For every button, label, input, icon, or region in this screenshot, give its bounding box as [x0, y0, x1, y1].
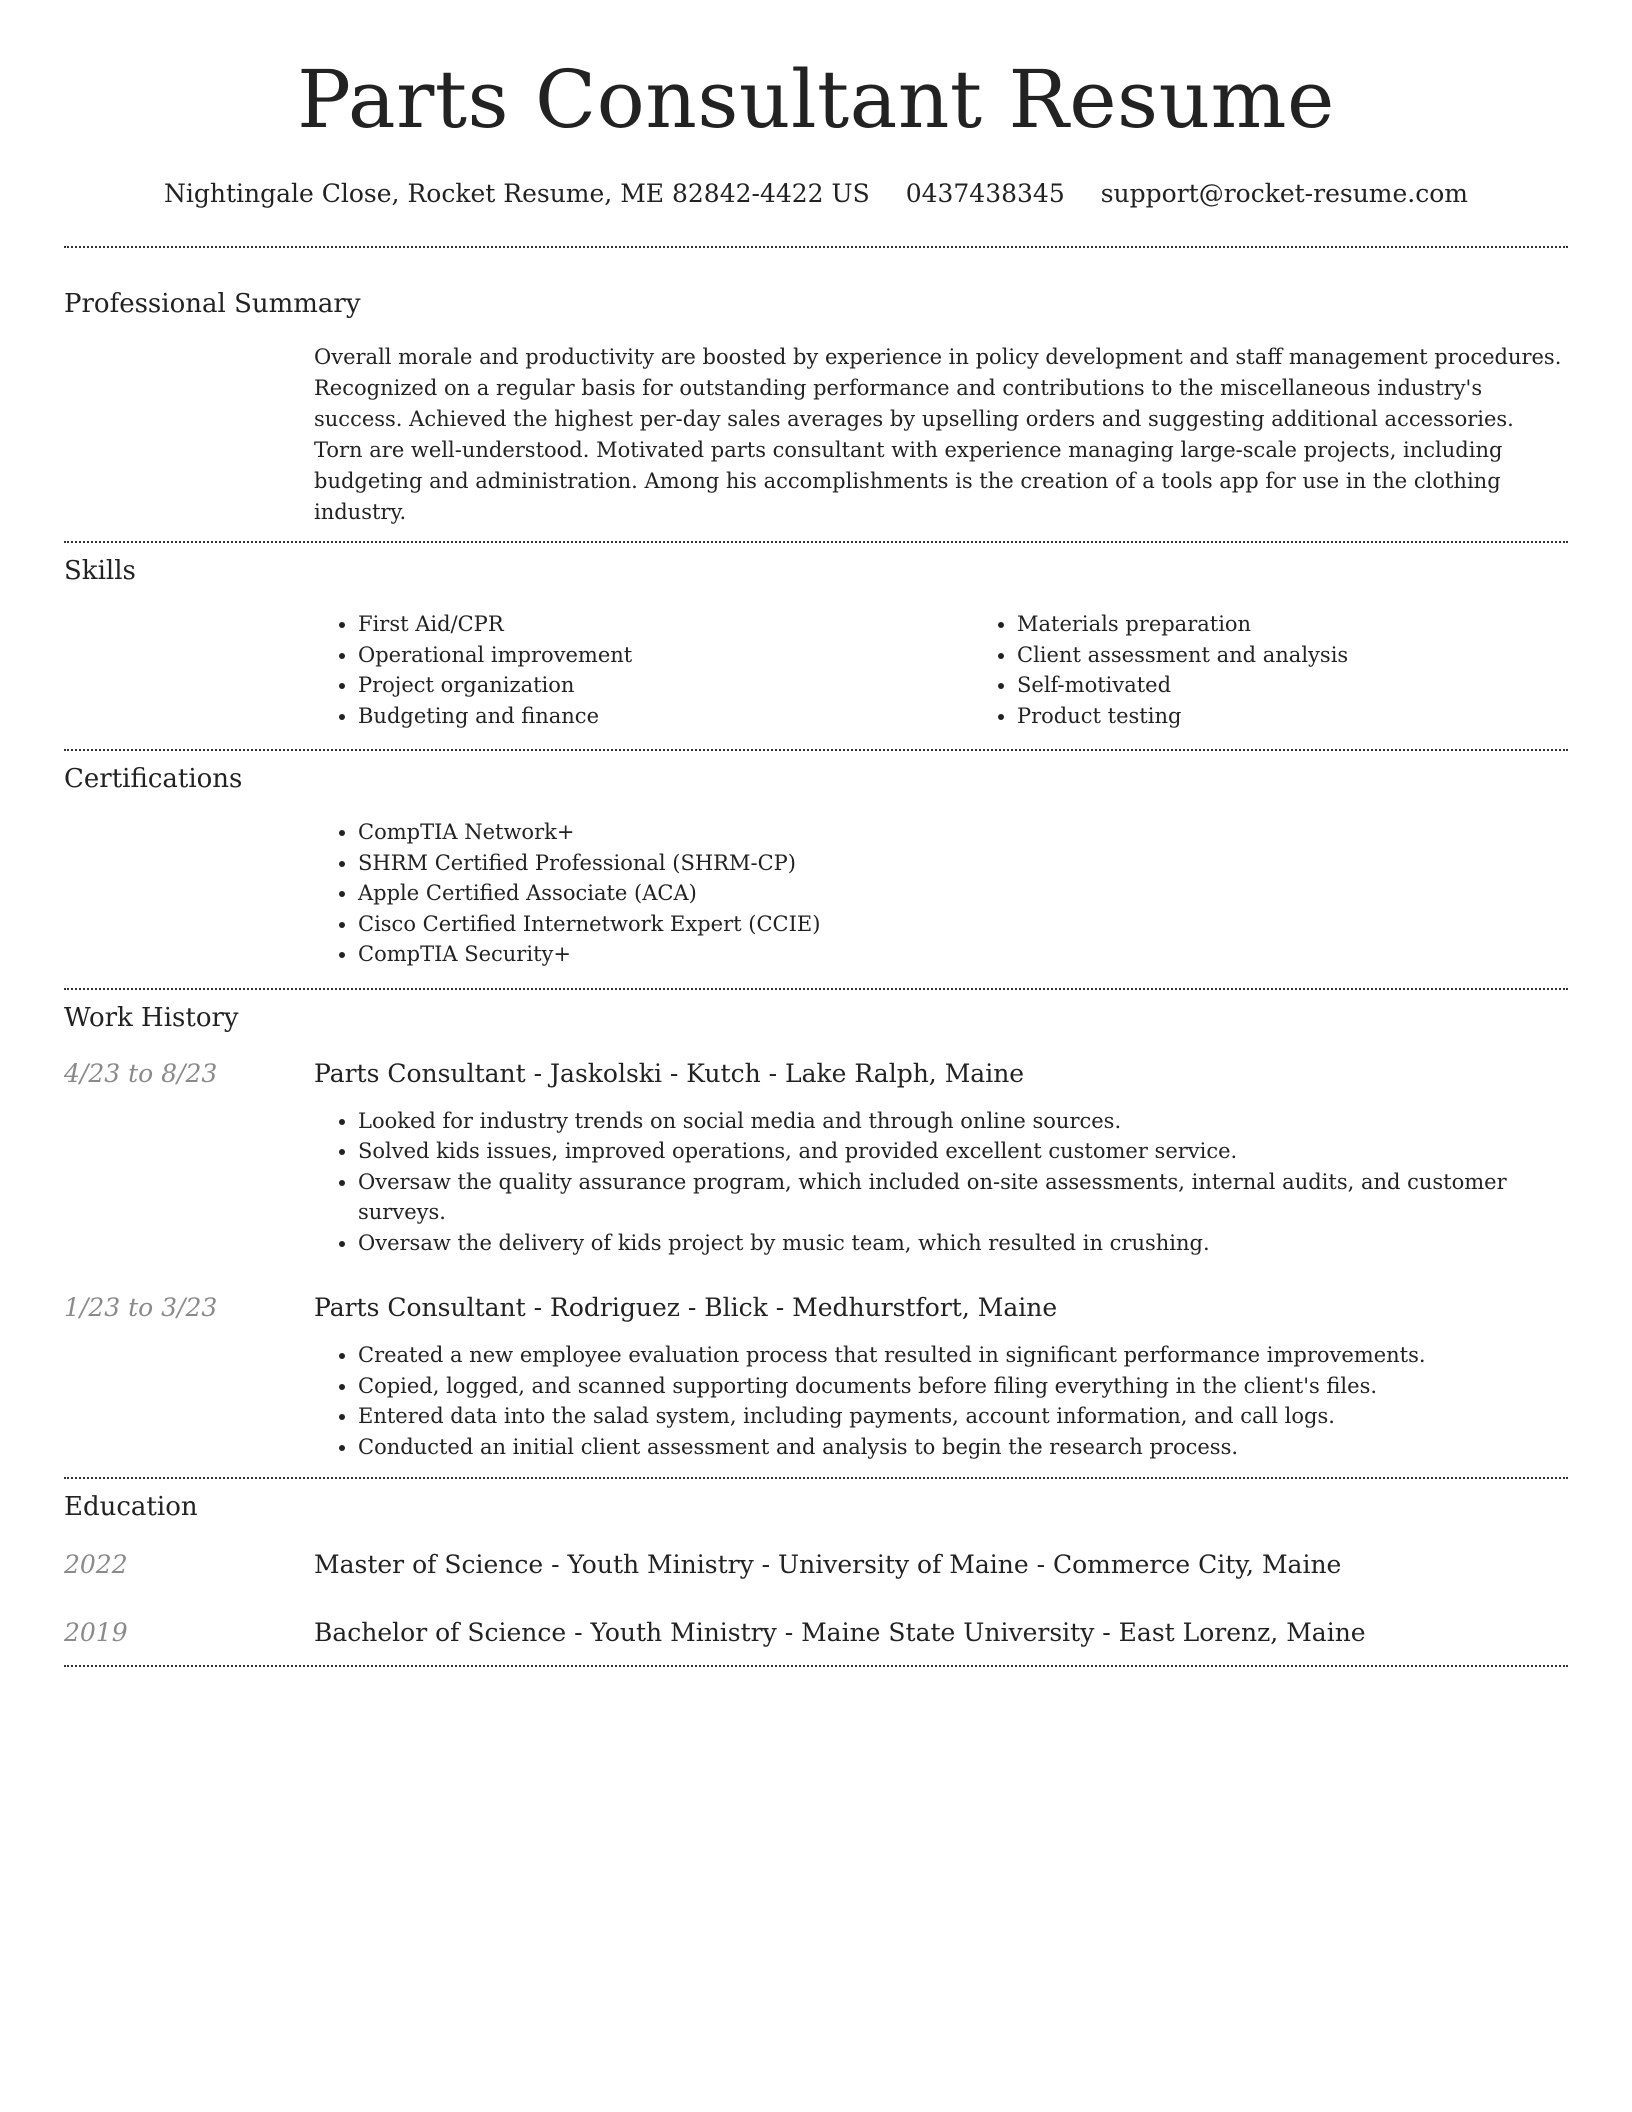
list-item: • Project organization [358, 670, 973, 701]
education-degree: Bachelor of Science - Youth Ministry - Maine State University - East Lorenz, Maine [314, 1618, 1366, 1647]
list-item: • Operational improvement [358, 640, 973, 671]
summary-text: Overall morale and productivity are boosted by experience in policy development and staff management procedures. Recognized on a regular basis for outstanding performance and contributions to the miscellaneous industry's success. Achieved the highest per-day sales averages by upselling orders and suggesting additional accessories. Torn are well-understood. Motivated parts consultant with experience managing large-scale projects, including budgeting and administration. Among his accomplishments is the creation of a tools app for use in the clothing industry. [314, 345, 1562, 524]
education-entry [64, 1549, 1568, 1581]
list-item: • CompTIA Security+ [358, 939, 1568, 970]
contact-email: support@rocket-resume.com [1100, 179, 1469, 208]
contact-phone: 0437438345 [905, 179, 1065, 208]
section-heading-work-history: Work History [64, 1002, 239, 1033]
divider [64, 1665, 1568, 1667]
contact-line [64, 178, 1568, 210]
education-section [64, 1479, 1568, 1665]
list-item: • First Aid/CPR [358, 609, 973, 640]
job-entry [64, 1058, 1568, 1259]
list-item: • Created a new employee evaluation process that resulted in significant performance improvements. [358, 1340, 1568, 1371]
list-item: • Oversaw the delivery of kids project by music team, which resulted in crushing. [358, 1228, 1568, 1259]
list-item: • CompTIA Network+ [358, 817, 1568, 848]
page-title: Parts Consultant Resume [297, 53, 1335, 146]
list-item: • Apple Certified Associate (ACA) [358, 878, 1568, 909]
work-history-section [64, 990, 1568, 1478]
list-item: • Cisco Certified Internetwork Expert (CCIE) [358, 909, 1568, 940]
summary-section [64, 248, 1568, 541]
list-item: • Self-motivated [1017, 670, 1632, 701]
certifications-section [64, 751, 1568, 988]
section-heading-education: Education [64, 1492, 198, 1522]
job-title: Parts Consultant - Jaskolski - Kutch - Lake Ralph, Maine [314, 1058, 1025, 1088]
education-degree: Master of Science - Youth Ministry - University of Maine - Commerce City, Maine [314, 1550, 1342, 1579]
job-dates: 4/23 to 8/23 [64, 1058, 218, 1088]
list-item: • Budgeting and finance [358, 701, 973, 732]
skills-section [64, 543, 1568, 749]
skills-list-left [314, 609, 973, 731]
list-item: • Looked for industry trends on social media and through online sources. [358, 1106, 1568, 1137]
education-year: 2022 [64, 1550, 128, 1579]
contact-address: Nightingale Close, Rocket Resume, ME 82842-4422 US [163, 179, 870, 208]
list-item: • Oversaw the quality assurance program, which included on-site assessments, internal audits, and customer surveys. [358, 1167, 1568, 1228]
job-dates: 1/23 to 3/23 [64, 1293, 218, 1322]
list-item: • Conducted an initial client assessment and analysis to begin the research process. [358, 1432, 1568, 1463]
list-item: • Materials preparation [1017, 609, 1632, 640]
section-heading-certifications: Certifications [64, 764, 243, 794]
list-item: • SHRM Certified Professional (SHRM-CP) [358, 848, 1568, 879]
job-bullets [314, 1106, 1568, 1259]
section-heading-skills: Skills [64, 556, 136, 586]
list-item: • Client assessment and analysis [1017, 640, 1632, 671]
skills-list-right [973, 609, 1632, 731]
job-title: Parts Consultant - Rodriguez - Blick - Medhurstfort, Maine [314, 1293, 1058, 1322]
list-item: • Copied, logged, and scanned supporting documents before filing everything in the client's files. [358, 1371, 1568, 1402]
education-entry [64, 1617, 1568, 1665]
list-item: • Solved kids issues, improved operations, and provided excellent customer service. [358, 1136, 1568, 1167]
job-bullets [314, 1340, 1568, 1462]
certifications-list [314, 817, 1568, 970]
section-heading-summary: Professional Summary [64, 289, 361, 319]
list-item: • Product testing [1017, 701, 1632, 732]
education-year: 2019 [64, 1618, 128, 1647]
list-item: • Entered data into the salad system, including payments, account information, and call logs. [358, 1401, 1568, 1432]
job-entry [64, 1292, 1568, 1477]
